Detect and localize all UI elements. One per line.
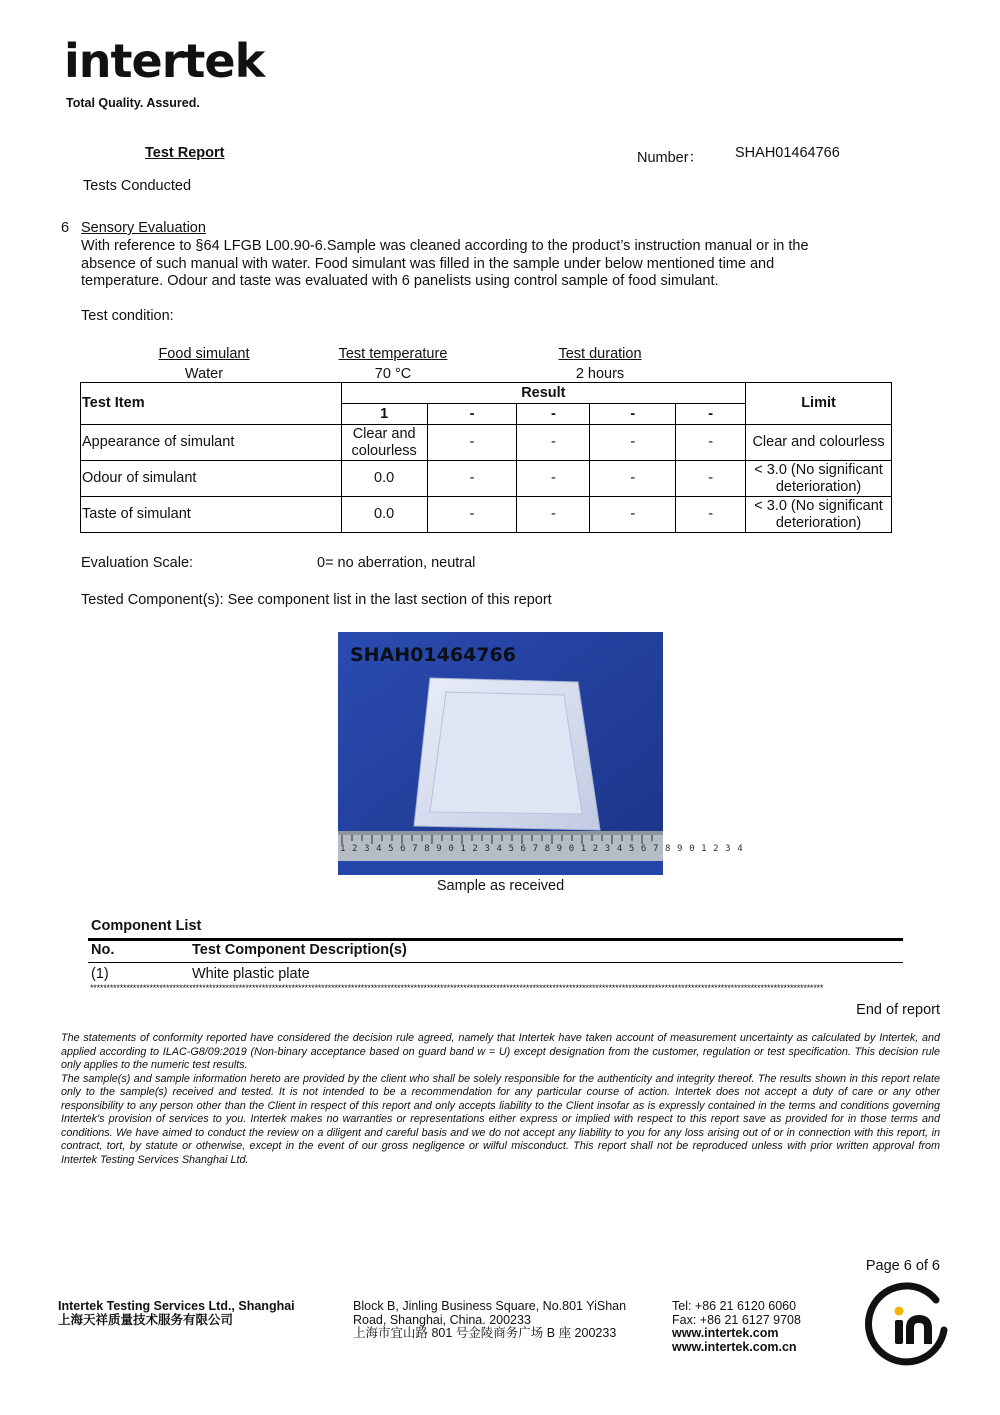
result-cell: - <box>517 425 590 461</box>
table-header-row <box>81 383 892 404</box>
component-list-title: Component List <box>91 918 202 934</box>
section-heading: Sensory Evaluation <box>81 220 206 236</box>
food-simulant-value: Water <box>184 366 224 382</box>
result-cell: 0.0 <box>341 497 427 533</box>
result-cell: - <box>590 461 676 497</box>
footer-address <box>353 1300 626 1341</box>
disclaimer-paragraph: The statements of conformity reported have considered the decision rule agreed, namely that Intertek have taken account of measurement uncertainty as calculated by Intertek, and applied according to ILAC-G8/09:2019 (Non-binary acceptance based on guard band w = U) except designation from the customer, regulation or test specification. This decision rule only applies to the numeric test results. <box>61 1032 940 1071</box>
result-header: Result <box>341 383 745 404</box>
footer-website-cn: www.intertek.com.cn <box>672 1339 797 1354</box>
footer-website: www.intertek.com <box>672 1326 779 1340</box>
photo-sample-number: SHAH01464766 <box>350 644 516 666</box>
result-cell: - <box>590 497 676 533</box>
ruler-digits: 1 2 3 4 5 6 7 8 9 0 1 2 3 4 5 6 7 8 9 0 1 2 3 4 5 6 7 8 9 0 1 2 3 4 <box>340 844 744 854</box>
disclaimer-paragraph: The sample(s) and sample information hereto are provided by the client who shall be solely responsible for the authenticity and integrity thereof. The results shown in this report relate only to the sample(s) received and tested. It is not intended to be a recommendation for any particular course of action. Intertek does not accept a duty of care or any other responsibility to any person other than the Client in respect of this report and only accepts liability to the Client insofar as is expressly contained in the terms and conditions governing Intertek's provision of services to you. Intertek makes no warranties or representations either express or implied with respect to this report save as provided for in those terms and conditions. We have aimed to conduct the review on a diligent and careful basis and we do not accept any liability to you for any loss arising out of or in connection with this report, in contract, tort, by statute or otherwise, except in the event of our gross negligence or wilful misconduct. This report shall not be reproduced unless with prior written approval from Intertek Testing Services Shanghai Ltd. <box>61 1072 940 1166</box>
test-item-cell: Appearance of simulant <box>81 425 342 461</box>
body-line: With reference to §64 LFGB L00.90-6.Sample was cleaned according to the product’s instruction manual or in the <box>81 238 809 254</box>
test-item-cell: Taste of simulant <box>81 497 342 533</box>
logo-tagline: Total Quality. Assured. <box>66 96 200 110</box>
result-subheader: 1 <box>341 404 427 425</box>
result-cell: - <box>590 425 676 461</box>
evaluation-scale-label: Evaluation Scale: <box>81 555 194 571</box>
tested-components-note: Tested Component(s): See component list in the last section of this report <box>81 592 552 608</box>
section-body <box>81 238 861 291</box>
result-cell: - <box>676 461 746 497</box>
tests-conducted-heading: Tests Conducted <box>83 178 192 194</box>
body-line: temperature. Odour and taste was evaluated with 6 panelists using control sample of food simulant. <box>81 273 719 289</box>
plate-illustration <box>338 632 663 875</box>
report-number: SHAH01464766 <box>735 145 840 161</box>
test-temperature-column <box>313 344 473 384</box>
result-cell: - <box>676 425 746 461</box>
end-of-report: End of report <box>856 1002 940 1018</box>
page-number: Page 6 of 6 <box>865 1258 940 1274</box>
table-row <box>81 461 892 497</box>
result-subheader: - <box>676 404 746 425</box>
test-duration-header: Test duration <box>558 346 642 362</box>
footer-address-line: 上海市宜山路 801 号金陵商务广场 B 座 200233 <box>353 1326 617 1340</box>
test-item-cell: Odour of simulant <box>81 461 342 497</box>
food-simulant-column <box>134 344 274 384</box>
result-cell: - <box>517 497 590 533</box>
test-item-header: Test Item <box>81 383 342 425</box>
footer-fax: Fax: +86 21 6127 9708 <box>672 1312 801 1327</box>
evaluation-scale-value: 0= no aberration, neutral <box>317 555 476 571</box>
photo-caption: Sample as received <box>436 878 565 894</box>
test-duration-column <box>530 344 670 384</box>
food-simulant-header: Food simulant <box>158 346 250 362</box>
result-cell: Clear and colourless <box>341 425 427 461</box>
asterisk-separator: ****************************************************************************************************************************************************************************************************************************** <box>90 983 824 993</box>
test-temperature-value: 70 °C <box>374 366 412 382</box>
sensory-results-table <box>80 382 892 533</box>
result-cell: - <box>517 461 590 497</box>
component-desc-header: Test Component Description(s) <box>192 942 407 958</box>
disclaimer <box>61 1032 940 1167</box>
result-cell: 0.0 <box>341 461 427 497</box>
limit-cell: Clear and colourless <box>746 425 892 461</box>
result-subheader: - <box>590 404 676 425</box>
footer-tel: Tel: +86 21 6120 6060 <box>672 1299 797 1313</box>
report-number-label: Number： <box>637 150 704 166</box>
result-cell: - <box>427 425 517 461</box>
section-number: 6 <box>61 220 70 236</box>
footer-contact <box>672 1300 801 1354</box>
result-cell: - <box>676 497 746 533</box>
footer-address-line: Road, Shanghai, China. 200233 <box>353 1312 531 1327</box>
result-subheader: - <box>427 404 517 425</box>
table-row <box>81 425 892 461</box>
result-cell: - <box>427 461 517 497</box>
table-row <box>81 497 892 533</box>
limit-cell: < 3.0 (No significant deterioration) <box>746 461 892 497</box>
test-duration-value: 2 hours <box>575 366 625 382</box>
limit-header: Limit <box>746 383 892 425</box>
intertek-logo: intertek <box>64 34 265 88</box>
intertek-emblem-icon <box>866 1280 950 1364</box>
component-list-header-rule <box>88 962 903 963</box>
limit-cell: < 3.0 (No significant deterioration) <box>746 497 892 533</box>
test-temperature-header: Test temperature <box>338 346 448 362</box>
component-list-top-rule <box>88 938 903 941</box>
footer-company-cn: 上海天祥质量技术服务有限公司 <box>58 1313 234 1327</box>
result-cell: - <box>427 497 517 533</box>
component-no-cell: (1) <box>91 966 109 982</box>
result-subheader: - <box>517 404 590 425</box>
body-line: absence of such manual with water. Food simulant was filled in the sample under below mentioned time and <box>81 255 775 272</box>
sample-photo <box>338 632 744 875</box>
component-desc-cell: White plastic plate <box>192 966 310 982</box>
component-no-header: No. <box>91 942 115 958</box>
footer-address-line: Block B, Jinling Business Square, No.801 YiShan <box>353 1299 627 1313</box>
report-title: Test Report <box>145 145 225 161</box>
footer-company-en: Intertek Testing Services Ltd., Shanghai <box>58 1299 295 1313</box>
test-condition-label: Test condition: <box>81 308 174 324</box>
